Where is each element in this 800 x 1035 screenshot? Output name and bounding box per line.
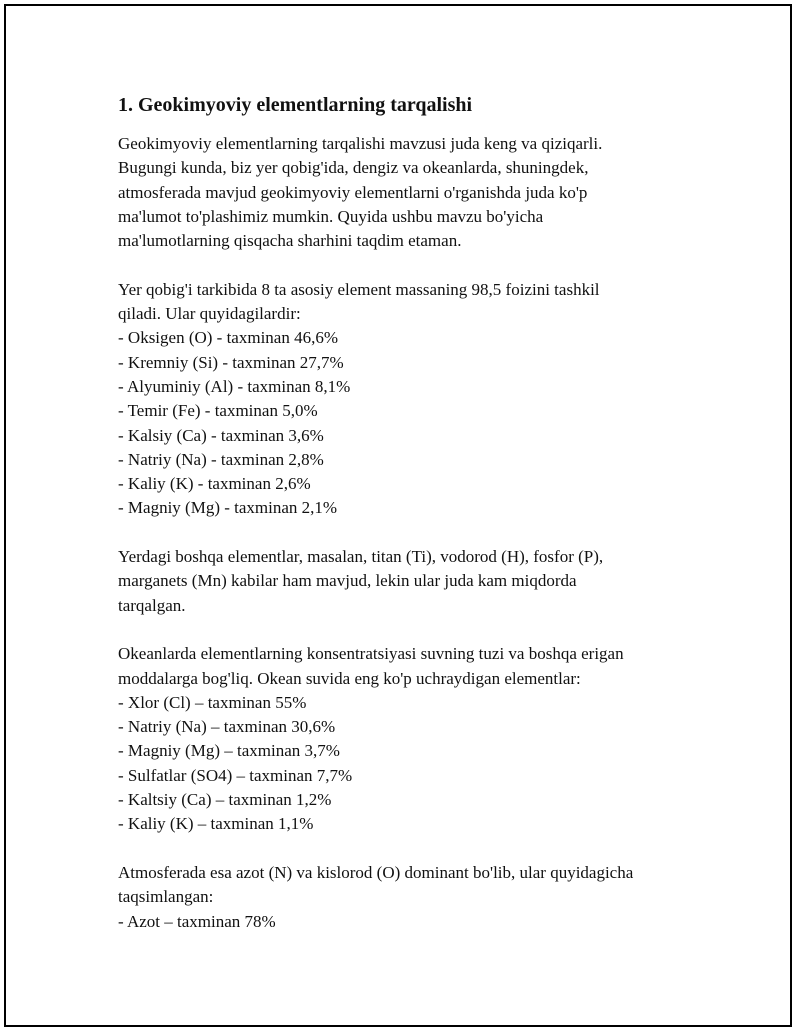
paragraph-earth-crust xyxy=(118,278,698,521)
list-item: - Magniy (Mg) - taxminan 2,1% xyxy=(118,498,338,518)
list-item: - Kaltsiy (Ca) – taxminan 1,2% xyxy=(118,790,332,810)
list-item: - Kaliy (K) – taxminan 1,1% xyxy=(118,814,314,834)
text-line: moddalarga bog'liq. Okean suvida eng ko'p uchraydigan elementlar: xyxy=(118,668,581,688)
list-item: - Oksigen (O) - taxminan 46,6% xyxy=(118,328,339,348)
list-item: - Sulfatlar (SO4) – taxminan 7,7% xyxy=(118,765,353,785)
text-line: Bugungi kunda, biz yer qobig'ida, dengiz va okeanlarda, shuningdek, xyxy=(118,158,589,178)
text-line: Geokimyoviy elementlarning tarqalishi mavzusi juda keng va qiziqarli. xyxy=(118,134,603,153)
list-item: - Kremniy (Si) - taxminan 27,7% xyxy=(118,352,344,372)
paragraph-gap xyxy=(118,618,698,642)
text-line: tarqalgan. xyxy=(118,595,186,615)
list-item: - Magniy (Mg) – taxminan 3,7% xyxy=(118,741,340,761)
list-item: - Temir (Fe) - taxminan 5,0% xyxy=(118,401,318,421)
document-body xyxy=(118,92,698,934)
list-item: - Azot – taxminan 78% xyxy=(118,911,276,931)
text-line: Okeanlarda elementlarning konsentratsiyasi suvning tuzi va boshqa erigan xyxy=(118,644,624,664)
text-line: Yer qobig'i tarkibida 8 ta asosiy element massaning 98,5 foizini tashkil xyxy=(118,279,600,299)
text-line: taqsimlangan: xyxy=(118,887,214,907)
list-item: - Xlor (Cl) – taxminan 55% xyxy=(118,692,307,712)
text-line: atmosferada mavjud geokimyoviy elementlarni o'rganishda juda ko'p xyxy=(118,182,588,202)
paragraph-oceans xyxy=(118,642,698,836)
text-line: qiladi. Ular quyidagilardir: xyxy=(118,304,301,324)
text-line: marganets (Mn) kabilar ham mavjud, lekin ular juda kam miqdorda xyxy=(118,571,577,591)
text-line: ma'lumot to'plashimiz mumkin. Quyida ushbu mavzu bo'yicha xyxy=(118,206,544,226)
list-item: - Natriy (Na) - taxminan 2,8% xyxy=(118,449,324,469)
paragraph-gap xyxy=(118,521,698,545)
section-title: 1. Geokimyoviy elementlarning tarqalishi xyxy=(118,94,473,116)
paragraph-gap xyxy=(118,837,698,861)
text-line: Yerdagi boshqa elementlar, masalan, titan (Ti), vodorod (H), fosfor (P), xyxy=(118,547,604,567)
text-line: ma'lumotlarning qisqacha sharhini taqdim etaman. xyxy=(118,231,462,251)
paragraph-intro xyxy=(118,132,698,253)
text-line: Atmosferada esa azot (N) va kislorod (O) dominant bo'lib, ular quyidagicha xyxy=(118,862,634,882)
paragraph-other-elements xyxy=(118,545,698,618)
list-item: - Kaliy (K) - taxminan 2,6% xyxy=(118,474,311,494)
list-item: - Alyuminiy (Al) - taxminan 8,1% xyxy=(118,376,351,396)
list-item: - Natriy (Na) – taxminan 30,6% xyxy=(118,717,336,737)
paragraph-gap xyxy=(118,253,698,277)
list-item: - Kalsiy (Ca) - taxminan 3,6% xyxy=(118,425,324,445)
paragraph-atmosphere xyxy=(118,861,698,934)
